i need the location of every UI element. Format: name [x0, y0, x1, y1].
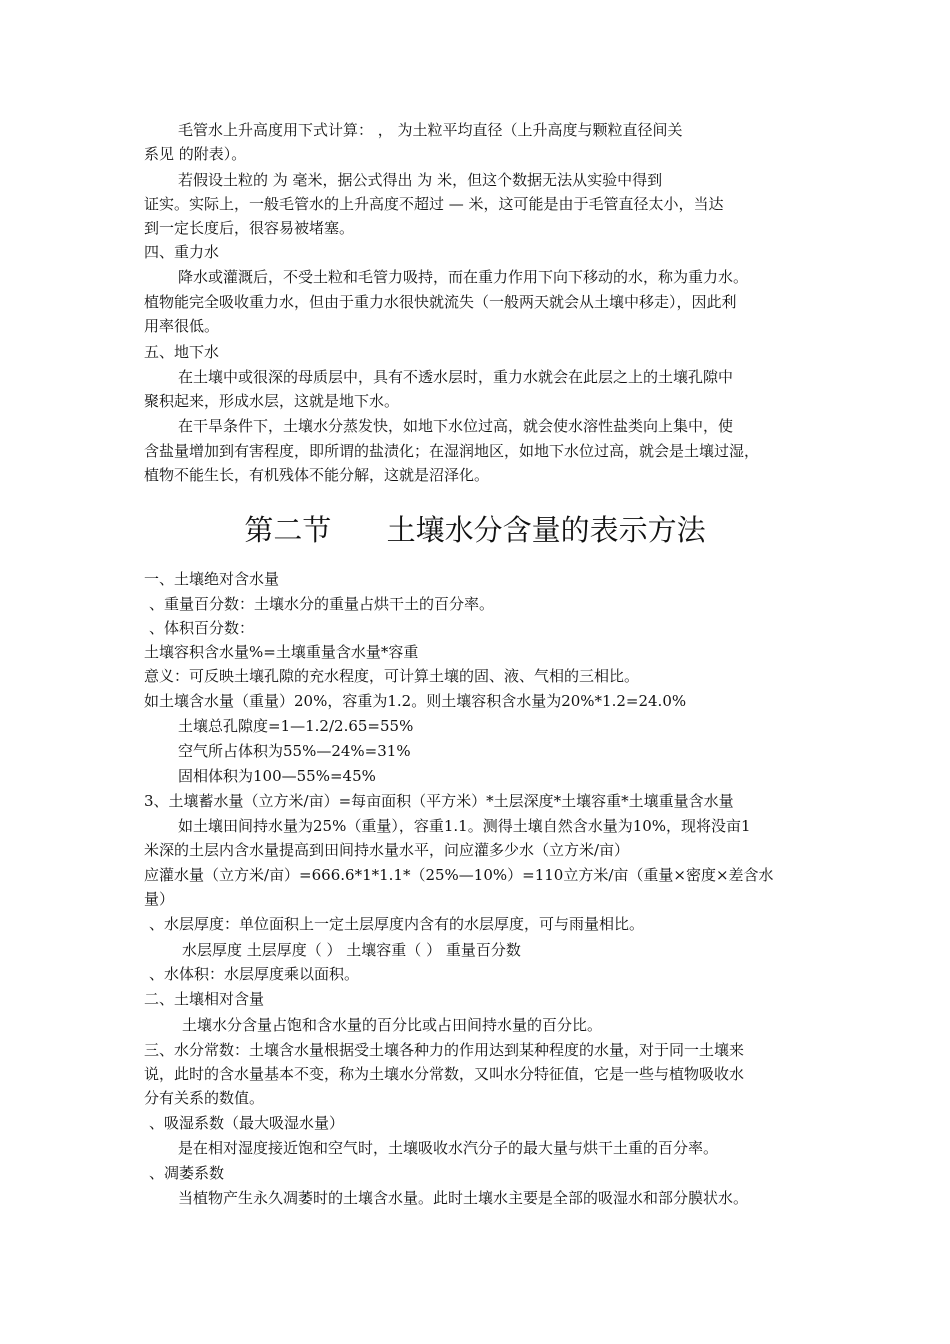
- list-item: 、水层厚度：单位面积上一定土层厚度内含有的水层厚度，可与雨量相比。: [149, 915, 645, 933]
- paragraph-line: 当植物产生永久凋萎时的土壤含水量。此时土壤水主要是全部的吸湿水和部分膜状水。: [178, 1189, 749, 1207]
- paragraph-line: 土壤水分含量占饱和含水量的百分比或占田间持水量的百分比。: [182, 1016, 603, 1034]
- heading-line: 一、土壤绝对含水量: [144, 570, 280, 588]
- paragraph-line: 若假设土粒的 为 毫米，据公式得出 为 米，但这个数据无法从实验中得到: [178, 171, 663, 189]
- paragraph-line: 植物能完全吸收重力水，但由于重力水很快就流失（一般两天就会从土壤中移走），因此利: [144, 293, 737, 311]
- paragraph-line: 意义：可反映土壤孔隙的充水程度，可计算土壤的固、液、气相的三相比。: [144, 667, 640, 685]
- paragraph-line: 三、水分常数：土壤含水量根据受土壤各种力的作用达到某种程度的水量，对于同一土壤来: [144, 1041, 745, 1059]
- paragraph-line: 在干旱条件下，土壤水分蒸发快，如地下水位过高，就会使水溶性盐类向上集中，使: [178, 417, 734, 435]
- list-item: 、凋萎系数: [149, 1164, 225, 1182]
- paragraph-line: 系见 的附表）。: [144, 145, 247, 163]
- paragraph-line: 分有关系的数值。: [144, 1089, 265, 1107]
- paragraph-line: 植物不能生长，有机残体不能分解，这就是沼泽化。: [144, 466, 490, 484]
- paragraph-line: 证实。实际上，一般毛管水的上升高度不超过 — 米，这可能是由于毛管直径太小，当达: [144, 195, 724, 213]
- list-item: 、水体积：水层厚度乘以面积。: [149, 965, 360, 983]
- formula-line: 量）: [144, 890, 175, 908]
- paragraph-line: 是在相对湿度接近饱和空气时，土壤吸收水汽分子的最大量与烘干土重的百分率。: [178, 1139, 719, 1157]
- formula-line: 水层厚度 土层厚度（ ） 土壤容重（ ） 重量百分数: [182, 941, 521, 959]
- formula-line: 3、土壤蓄水量（立方米/亩）=每亩面积（平方米）*土层深度*土壤容重*土壤重量含水量: [144, 792, 734, 810]
- formula-line: 应灌水量（立方米/亩）=666.6*1*1.1*（25%—10%）=110立方米/亩（重量×密度×差含水: [144, 866, 774, 884]
- paragraph-line: 说，此时的含水量基本不变，称为土壤水分常数，又叫水分特征值，它是一些与植物吸收水: [144, 1065, 745, 1083]
- section-title: 第二节 土壤水分含量的表示方法: [244, 513, 706, 547]
- paragraph-line: 到一定长度后，很容易被堵塞。: [144, 219, 355, 237]
- paragraph-line: 在土壤中或很深的母质层中，具有不透水层时，重力水就会在此层之上的土壤孔隙中: [178, 368, 734, 386]
- formula-line: 土壤容积含水量%=土壤重量含水量*容重: [144, 643, 419, 661]
- list-item: 、重量百分数：土壤水分的重量占烘干土的百分率。: [149, 595, 495, 613]
- paragraph-line: 米深的土层内含水量提高到田间持水量水平，问应灌多少水（立方米/亩）: [144, 841, 630, 859]
- heading-line: 二、土壤相对含量: [144, 990, 265, 1008]
- paragraph-line: 用率很低。: [144, 317, 220, 335]
- list-item: 、体积百分数：: [149, 619, 255, 637]
- paragraph-line: 如土壤田间持水量为25%（重量），容重1.1。测得土壤自然含水量为10%，现将没亩1: [178, 817, 751, 835]
- section-heading: 五、地下水: [144, 343, 220, 361]
- formula-line: 固相体积为100—55%=45%: [178, 767, 376, 785]
- paragraph-line: 含盐量增加到有害程度，即所谓的盐渍化；在湿润地区，如地下水位过高，就会是土壤过湿，: [144, 442, 760, 460]
- paragraph-line: 聚积起来，形成水层，这就是地下水。: [144, 392, 400, 410]
- paragraph-line: 毛管水上升高度用下式计算： ， 为土粒平均直径（上升高度与颗粒直径间关: [178, 121, 683, 139]
- list-item: 、吸湿系数（最大吸湿水量）: [149, 1114, 345, 1132]
- formula-line: 土壤总孔隙度=1—1.2/2.65=55%: [178, 717, 414, 735]
- section-heading: 四、重力水: [144, 243, 220, 261]
- paragraph-line: 如土壤含水量（重量）20%，容重为1.2。则土壤容积含水量为20%*1.2=24.0%: [144, 692, 687, 710]
- paragraph-line: 降水或灌溉后，不受土粒和毛管力吸持，而在重力作用下向下移动的水，称为重力水。: [178, 268, 749, 286]
- formula-line: 空气所占体积为55%—24%=31%: [178, 742, 411, 760]
